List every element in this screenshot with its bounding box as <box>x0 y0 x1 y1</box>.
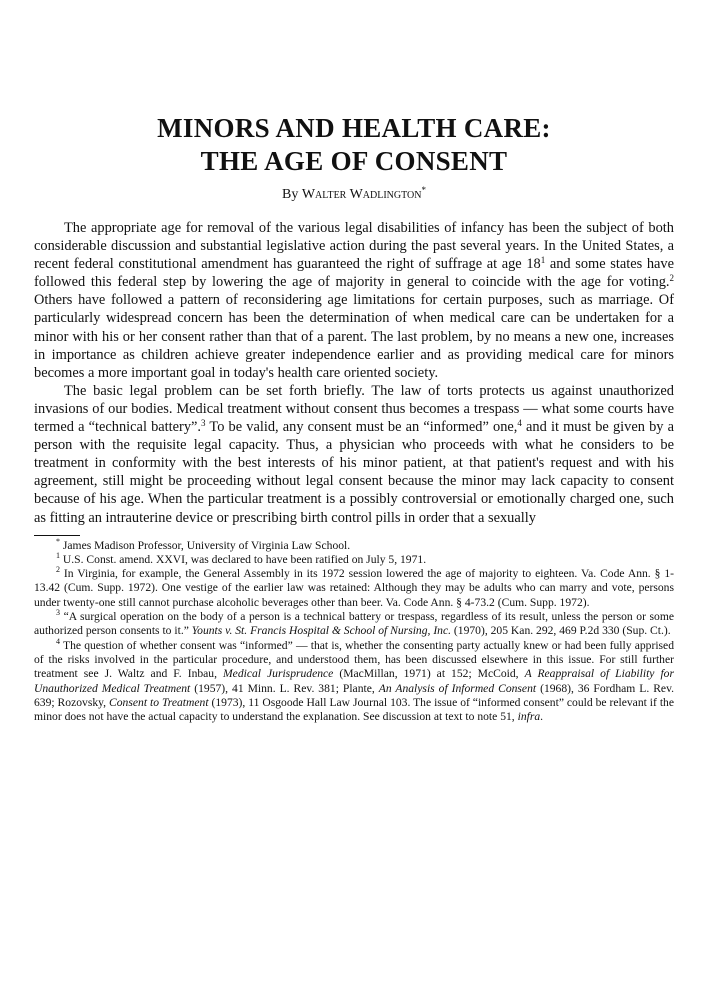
paragraph-2-part-b: To be valid, any consent must be an “informed” one, <box>205 419 518 436</box>
footnote-4-text-b: (MacMillan, 1971) at 152; McCoid, <box>333 667 525 681</box>
article-title <box>34 112 674 178</box>
paragraph-1-part-c: Others have followed a pattern of reconsidering age limitations for certain purposes, such as marriage. Of particularly widespread concern has been the determination of when medical care can be undertaken for a minor with his or her consent rather than that of a parent. The last problem, by no means a new one, increases in importance as children achieve greater independence earlier and as providing medical care for minors becomes a more important goal in today's health care oriented society. <box>34 292 674 381</box>
footnote-1-mark: 1 <box>56 550 60 560</box>
footnote-4-text-a: The question of whether consent was “informed” — that is, whether the consenting party actually knew or had been fully apprised of the risks involved in the particular procedure, and understood them, has been discussed elsewhere in this issue. For still further treatment see J. Waltz and F. Inbau, <box>34 638 674 681</box>
footnote-4-mark: 4 <box>56 636 60 646</box>
byline-prefix: By <box>281 187 299 202</box>
footnote-3-mark: 3 <box>56 608 60 618</box>
paragraph-1 <box>34 219 674 382</box>
footnote-divider <box>34 535 80 536</box>
footnote-2 <box>34 567 674 610</box>
title-line-1: MINORS AND HEALTH CARE: <box>157 113 551 143</box>
footnote-ref-1: 1 <box>540 255 546 266</box>
footnote-3-case-name: Younts v. St. Francis Hospital & School of Nursing, Inc. <box>191 624 452 638</box>
title-line-2: THE AGE OF CONSENT <box>200 146 508 176</box>
footnotes <box>34 536 675 725</box>
footnote-4-title-2: A Reappraisal of Liability for Unauthorized Medical Treatment <box>34 667 674 695</box>
footnote-4-title-3: An Analysis of Informed Consent <box>378 681 537 695</box>
author-name: Walter Wadlington <box>301 187 422 202</box>
paragraph-2-part-a: The basic legal problem can be set forth briefly. The law of torts protects us against unauthorized invasions of our bodies. Medical treatment without consent thus becomes a trespass — what some courts have termed a “technical battery”. <box>34 382 674 436</box>
footnote-4-text-e: (1973), 11 Osgoode Hall Law Journal 103. The issue of “informed consent” could be relevant if the minor does not have the actual capacity to understand the explanation. See discussion at text to note 51, <box>34 695 674 724</box>
footnote-4-text-d: (1968), 36 Fordham L. Rev. 639; Rozovsky, <box>34 681 675 709</box>
footnote-author-text: James Madison Professor, University of Virginia Law School. <box>60 538 351 552</box>
article-page <box>34 112 674 724</box>
paragraph-2-part-c: and it must be given by a person with the requisite legal capacity. Thus, a physician who proceeds with what he considers to be treatment in conformity with the best interests of his minor patient, at that patient's request and with his agreement, still might be proceeding without legal consent because the minor may lack capacity to consent because of his age. When the particular treatment is a possibly controversial or emotionally charged one, such as fitting an intrauterine device or prescribing birth control pills in order that a sexually <box>34 419 674 526</box>
footnote-4-title-4: Consent to Treatment <box>109 695 209 709</box>
footnote-4-infra: infra <box>517 710 541 724</box>
footnote-1-text: U.S. Const. amend. XXVI, was declared to have been ratified on July 5, 1971. <box>60 552 427 566</box>
footnote-3-text-a: “A surgical operation on the body of a person is a technical battery or trespass, regardless of its result, unless the person or some authorized person consents to it.” <box>34 610 674 638</box>
footnote-ref-2: 2 <box>669 273 674 284</box>
article-body <box>34 219 674 527</box>
footnote-ref-4: 4 <box>517 418 522 429</box>
footnote-2-text: In Virginia, for example, the General Assembly in its 1972 session lowered the age of majority to eighteen. Va. Code Ann. § 1-13.42 (Cum. Supp. 1972). One vestige of the earlier law was retained: Although they may be adults who can marry and vote, persons under twenty-one still cannot purchase alcoholic beverages other than beer. Va. Code Ann. § 4-73.2 (Cum. Supp. 1972). <box>34 567 674 609</box>
footnote-3-text-b: (1970), 205 Kan. 292, 469 P.2d 330 (Sup. Ct.). <box>451 624 671 638</box>
byline <box>34 187 674 203</box>
footnote-2-mark: 2 <box>56 565 60 575</box>
footnote-4-text-f: . <box>540 710 544 724</box>
footnote-4-title-1: Medical Jurisprudence <box>223 667 334 681</box>
footnote-4 <box>34 636 675 725</box>
footnote-ref-3: 3 <box>201 418 206 429</box>
footnote-1 <box>34 550 674 567</box>
paragraph-1-part-b: and some states have followed this federal step by lowering the age of majority in general to coincide with the age for voting. <box>34 256 674 291</box>
author-footnote-mark: * <box>421 185 426 195</box>
paragraph-1-part-a: The appropriate age for removal of the various legal disabilities of infancy has been the subject of both considerable discussion and substantial legislative action during the past several years. In the United States, a recent federal constitutional amendment has guaranteed the right of suffrage at age 18 <box>34 220 674 273</box>
footnote-4-text-c: (1957), 41 Minn. L. Rev. 381; Plante, <box>190 681 379 695</box>
footnote-author-mark: * <box>56 536 60 546</box>
paragraph-2 <box>34 382 674 527</box>
footnote-author <box>34 536 674 553</box>
footnote-3 <box>34 610 674 639</box>
